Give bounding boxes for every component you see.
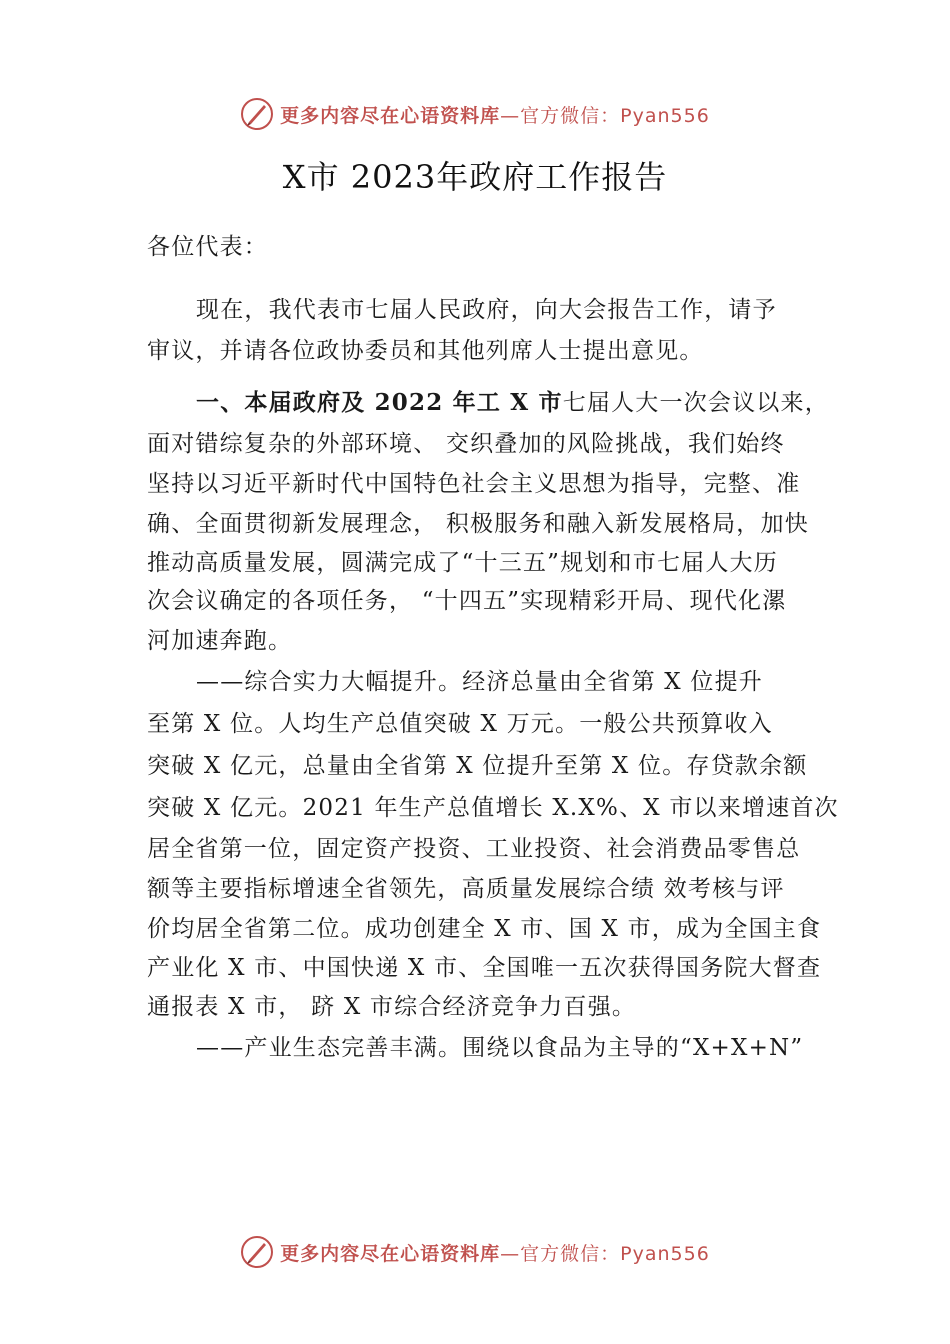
text-line: 突破 X 亿元。2021 年生产总值增长 X.X%、X 市以来增速首次: [147, 795, 839, 821]
text-line: 河加速奔跑。: [147, 628, 293, 654]
text-line: 价均居全省第二位。成功创建全 X 市、国 X 市，成为全国主食: [147, 916, 822, 942]
quill-logo-icon: [240, 1235, 274, 1269]
text-line: ——产业生态完善丰满。围绕以食品为主导的“X+X+N”: [196, 1035, 804, 1061]
text-line: 推动高质量发展，圆满完成了“十三五”规划和市七届人大历: [147, 550, 778, 576]
text-line: 次会议确定的各项任务， “十四五”实现精彩开局、现代化漯: [147, 588, 787, 614]
text-line: 审议，并请各位政协委员和其他列席人士提出意见。: [147, 338, 704, 364]
text-line: 额等主要指标增速全省领先，高质量发展综合绩 效考核与评: [147, 876, 785, 902]
text-line: 坚持以习近平新时代中国特色社会主义思想为指导，完整、准: [147, 471, 801, 497]
text-fragment: 七届人大一次会议以来，: [562, 390, 829, 416]
section-heading: 一、本届政府及 2022 年工 X 市: [196, 389, 563, 416]
text-line: 面对错综复杂的外部环境、 交织叠加的风险挑战，我们始终: [147, 431, 785, 457]
text-line: 产业化 X 市、中国快递 X 市、全国唯一五次获得国务院大督查: [147, 955, 822, 981]
document-title: X市 2023年政府工作报告: [282, 158, 668, 196]
salutation: 各位代表：: [147, 234, 268, 260]
text-line: 突破 X 亿元，总量由全省第 X 位提升至第 X 位。存贷款余额: [147, 753, 808, 779]
text-line: 现在，我代表市七届人民政府，向大会报告工作，请予: [196, 297, 777, 323]
watermark-banner-bottom: [0, 1232, 950, 1272]
text-line: ——综合实力大幅提升。经济总量由全省第 X 位提升: [196, 669, 763, 695]
text-line: 确、全面贯彻新发展理念， 积极服务和融入新发展格局，加快: [147, 511, 809, 537]
watermark-text: 更多内容尽在心语资料库—官方微信：Pyan556: [280, 1242, 710, 1265]
text-line: 居全省第一位，固定资产投资、工业投资、社会消费品零售总: [147, 836, 801, 862]
watermark-banner-top: [0, 94, 950, 134]
quill-logo-icon: [240, 97, 274, 131]
section-heading-line: [196, 384, 829, 417]
text-line: 至第 X 位。人均生产总值突破 X 万元。一般公共预算收入: [147, 711, 773, 737]
watermark-text: 更多内容尽在心语资料库—官方微信：Pyan556: [280, 104, 710, 127]
text-line: 通报表 X 市， 跻 X 市综合经济竞争力百强。: [147, 994, 637, 1020]
